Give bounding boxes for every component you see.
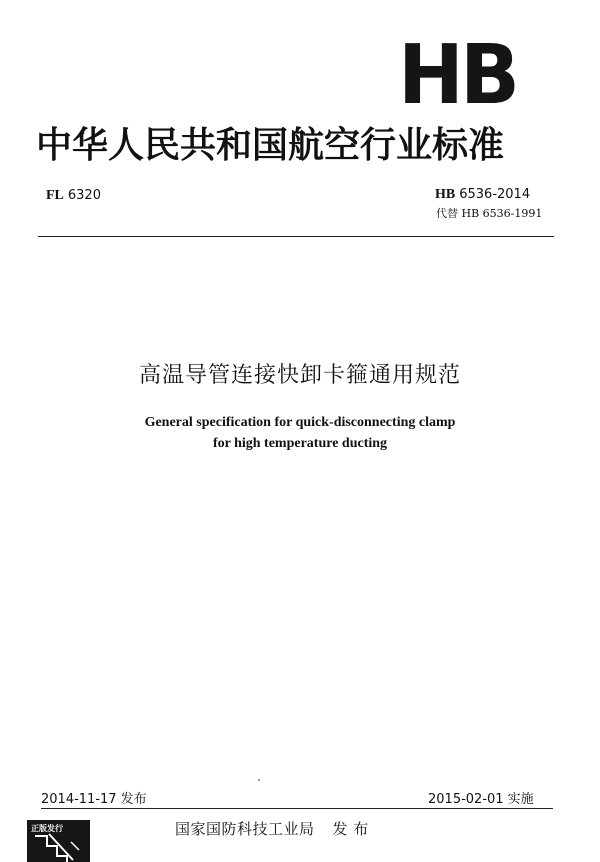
classification-number: 6320 — [67, 188, 101, 203]
document-title-cn: 高温导管连接快卸卡箍通用规范 — [138, 363, 461, 388]
publisher-name: 国家国防科技工业局 — [175, 820, 315, 838]
header-divider — [38, 236, 554, 237]
publisher-line — [175, 818, 369, 839]
publisher-action: 发 布 — [332, 820, 369, 838]
standard-category-title: 中华人民共和国航空行业标准 — [36, 125, 505, 166]
replaces-standard: 代替 HB 6536-1991 — [436, 207, 543, 220]
stamp-mark-icon — [27, 820, 90, 862]
scan-speck — [258, 779, 260, 781]
issue-date: 2014-11-17 发布 — [41, 792, 147, 807]
hb-logo: HB — [398, 28, 517, 123]
stamp-text: 正版发行 — [31, 824, 63, 833]
classification-prefix: FL — [46, 188, 64, 203]
classification-code — [46, 188, 101, 204]
authentic-edition-stamp — [27, 820, 90, 862]
document-title-en-line2: for high temperature ducting — [212, 436, 388, 451]
footer-divider — [41, 808, 553, 809]
document-title-en — [0, 412, 600, 454]
document-title-en-line1: General specification for quick-disconnecting clamp — [144, 415, 456, 430]
standard-prefix: HB — [435, 187, 456, 202]
standard-number — [435, 186, 530, 203]
implementation-date: 2015-02-01 实施 — [428, 792, 534, 807]
standard-code: 6536-2014 — [459, 187, 531, 202]
